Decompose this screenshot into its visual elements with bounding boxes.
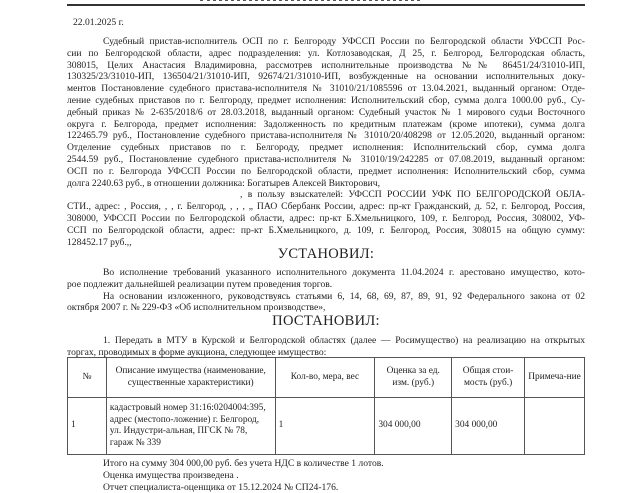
intro-paragraph bbox=[67, 36, 585, 248]
text-line: торгах, проводимых в форме аукциона, следующее имущество: bbox=[67, 346, 327, 358]
table-row bbox=[68, 398, 585, 455]
document-date: 22.01.2025 г. bbox=[73, 17, 124, 28]
col-quantity: Кол-во, мера, вес bbox=[275, 358, 375, 398]
text-line: дебный приказ № 2-635/2018/6 от 28.03.2018, выданный органом: Судебный участок № 1 мирового судьи Восточного bbox=[67, 106, 585, 118]
text-line: округа г. Белгорода, предмет исполнения: Задолженность по кредитным платежам (кроме ипотеки), сумма долга bbox=[67, 118, 585, 130]
text-line: 128452.17 руб.,, bbox=[67, 236, 132, 248]
text-line: 122465.79 руб., Постановление судебного пристава-исполнителя № 31010/20/408298 от 12.05.2020, выданный органом: bbox=[67, 130, 585, 142]
text-line: октября 2007 г. № 229-ФЗ «Об исполнительном производстве», bbox=[67, 302, 326, 314]
text-line: Во исполнение требований указанного исполнительного документа 11.04.2024 г. арестовано имущество, кото- bbox=[103, 267, 585, 278]
total-line: Итого на сумму 304 000,00 руб. без учета НДС в количестве 1 лотов. bbox=[103, 458, 384, 469]
text-line: Отделение судебных приставов по г. Белгороду, предмет исполнения: Исполнительский сбор, сумма долга bbox=[67, 142, 585, 154]
text-line: На основании изложенного, руководствуясь статьями 6, 14, 68, 69, 87, 89, 91, 92 Федерального закона от 02 bbox=[103, 290, 585, 302]
established-paragraph bbox=[67, 267, 585, 314]
text-line: 308000, УФССП России по Белгородской области, адрес: пр-кт Б.Хмельницкого, 109, г. Белгород, Россия, 308002, УФ- bbox=[67, 212, 585, 224]
col-unit-price: Оценка за ед. изм. (руб.) bbox=[375, 358, 452, 398]
text-line: сии по Белгородской области, адрес подразделения: ул. Котлозаводская, Д 25, г. Белгород, Белгородская область, bbox=[67, 47, 585, 59]
text-line: долга 2240.63 руб., в отношении должника: Богатырев Алексей Викторович, bbox=[67, 177, 381, 189]
text-line: , в пользу взыскателей: УФССП РОССИИ УФК ПО БЕЛГОРОДСКОЙ ОБЛА- bbox=[240, 189, 585, 201]
col-total: Общая стои-мость (руб.) bbox=[452, 358, 525, 398]
cell-quantity: 1 bbox=[275, 398, 375, 455]
text-line: 1. Передать в МТУ в Курской и Белгородской областях (далее — Росимущество) на реализацию на открытых bbox=[103, 335, 585, 346]
text-line: ление судебных приставов по г. Белгороду, предмет исполнения: Исполнительский сбор, сумма долга 1000.00 руб., Су- bbox=[67, 94, 585, 106]
text-line: СТИ., адрес: , Россия, , , г. Белгород, , , , „ ПАО Сбербанк России, адрес: пр-кт Гражданский, д. 52, г. Белгород, Россия, bbox=[67, 201, 585, 213]
heading-resolved: ПОСТАНОВИЛ: bbox=[272, 313, 380, 329]
col-description: Описание имущества (наименование, существенные характеристики) bbox=[106, 358, 275, 398]
col-note: Примеча-ние bbox=[525, 358, 585, 398]
resolved-paragraph bbox=[67, 335, 585, 359]
cell-description: кадастровый номер 31:16:0204004:395, адрес (местопо-ложение) г. Белгород, ул. Индустри-альная, ПГСК № 78, гараж № 339 bbox=[106, 398, 275, 455]
text-line: 308015, Целих Анастасия Владимировна, рассмотрев исполнительные производства №№ 86451/24/31010-ИП, bbox=[67, 59, 585, 71]
text-line: ССП по Белгородской области, адрес: пр-кт Б.Хмельницкого, д. 109, г. Белгород, Россия, 308015 на общую сумму: bbox=[67, 224, 585, 236]
table-header-row bbox=[68, 358, 585, 398]
text-line: ментов Постановление судебного пристава-исполнителя № 31010/21/1085596 от 13.04.2021, выданный органом: Отде- bbox=[67, 83, 585, 95]
heading-established: УСТАНОВИЛ: bbox=[277, 246, 375, 262]
cell-number: 1 bbox=[68, 398, 107, 455]
valuation-line: Оценка имущества произведена . bbox=[103, 470, 239, 481]
text-line: ОСП по г. Белгорода УФССП России по Белгородской области, предмет исполнения: Исполнительский сбор, сумма bbox=[67, 165, 585, 177]
cell-note bbox=[525, 398, 585, 455]
text-line: Судебный пристав-исполнитель ОСП по г. Белгороду УФССП России по Белгородской области УФССП Рос- bbox=[103, 36, 585, 47]
appraiser-report-line: Отчет специалиста-оценщика от 15.12.2024 № СП24-176. bbox=[103, 482, 339, 493]
text-line: 2544.59 руб., Постановление судебного пристава-исполнителя № 31010/19/242285 от 07.08.2019, выданный органом: bbox=[67, 153, 585, 165]
col-number: № bbox=[68, 358, 107, 398]
cell-unit-price: 304 000,00 bbox=[375, 398, 452, 455]
header-rule bbox=[67, 4, 585, 6]
property-table bbox=[67, 357, 585, 455]
text-line: рое подлежит дальнейшей реализации путем проведения торгов. bbox=[67, 278, 333, 290]
text-line: 130325/23/31010-ИП, 136504/21/31010-ИП, 92674/21/31010-ИП, возбужденные на основании исполнительных доку- bbox=[67, 71, 585, 83]
cell-total: 304 000,00 bbox=[452, 398, 525, 455]
